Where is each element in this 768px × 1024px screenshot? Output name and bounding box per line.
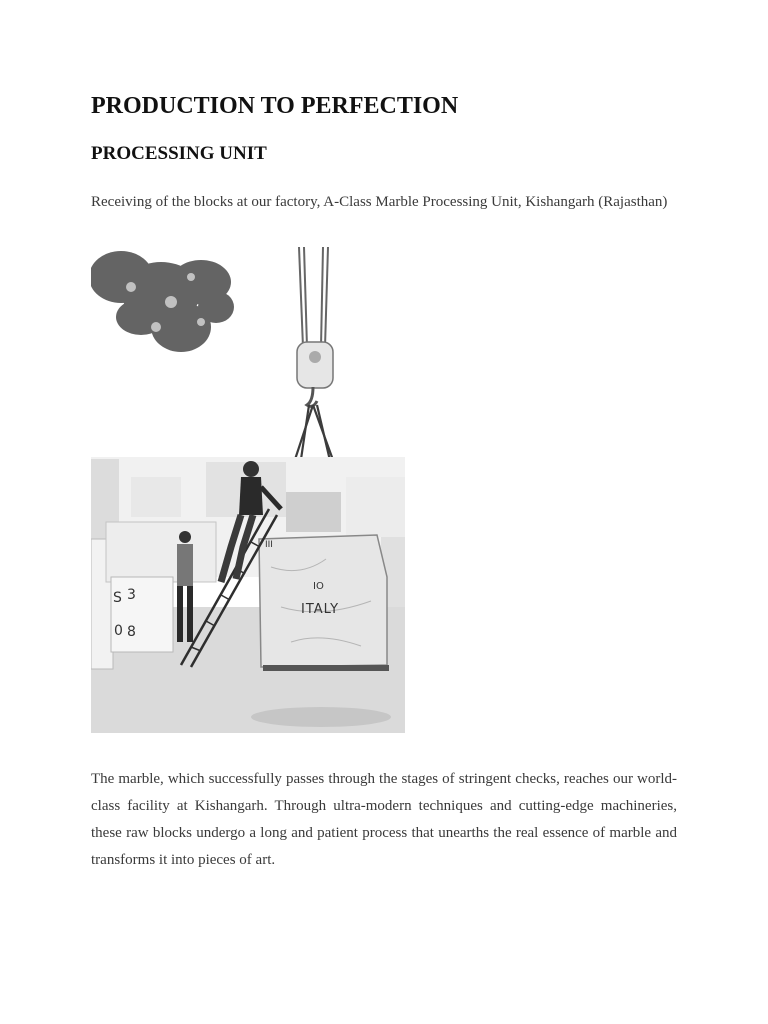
block-mark-s: S	[113, 590, 122, 606]
block-corner-mark: III	[265, 540, 273, 550]
block-mark-0: 0	[114, 623, 123, 639]
marble-block-photo	[91, 247, 405, 733]
main-marble-block	[259, 535, 389, 671]
block-mark-3: 3	[127, 587, 136, 603]
block-marking-small: IO	[313, 581, 324, 592]
block-marking-italy: ITALY	[301, 602, 340, 617]
intro-paragraph: Receiving of the blocks at our factory, A-Class Marble Processing Unit, Kishangarh (Rajasthan)	[91, 194, 668, 210]
block-mark-8: 8	[127, 624, 136, 640]
page-title: PRODUCTION TO PERFECTION	[91, 93, 459, 119]
section-heading: PROCESSING UNIT	[91, 143, 267, 164]
body-paragraph: The marble, which successfully passes through the stages of stringent checks, reaches our world-class facility at Kishangarh. Through ultra-modern techniques and cutting-edge machineries, these raw blocks undergo a long and patient process that unearths the real essence of marble and transforms it into pieces of art.	[91, 771, 677, 868]
